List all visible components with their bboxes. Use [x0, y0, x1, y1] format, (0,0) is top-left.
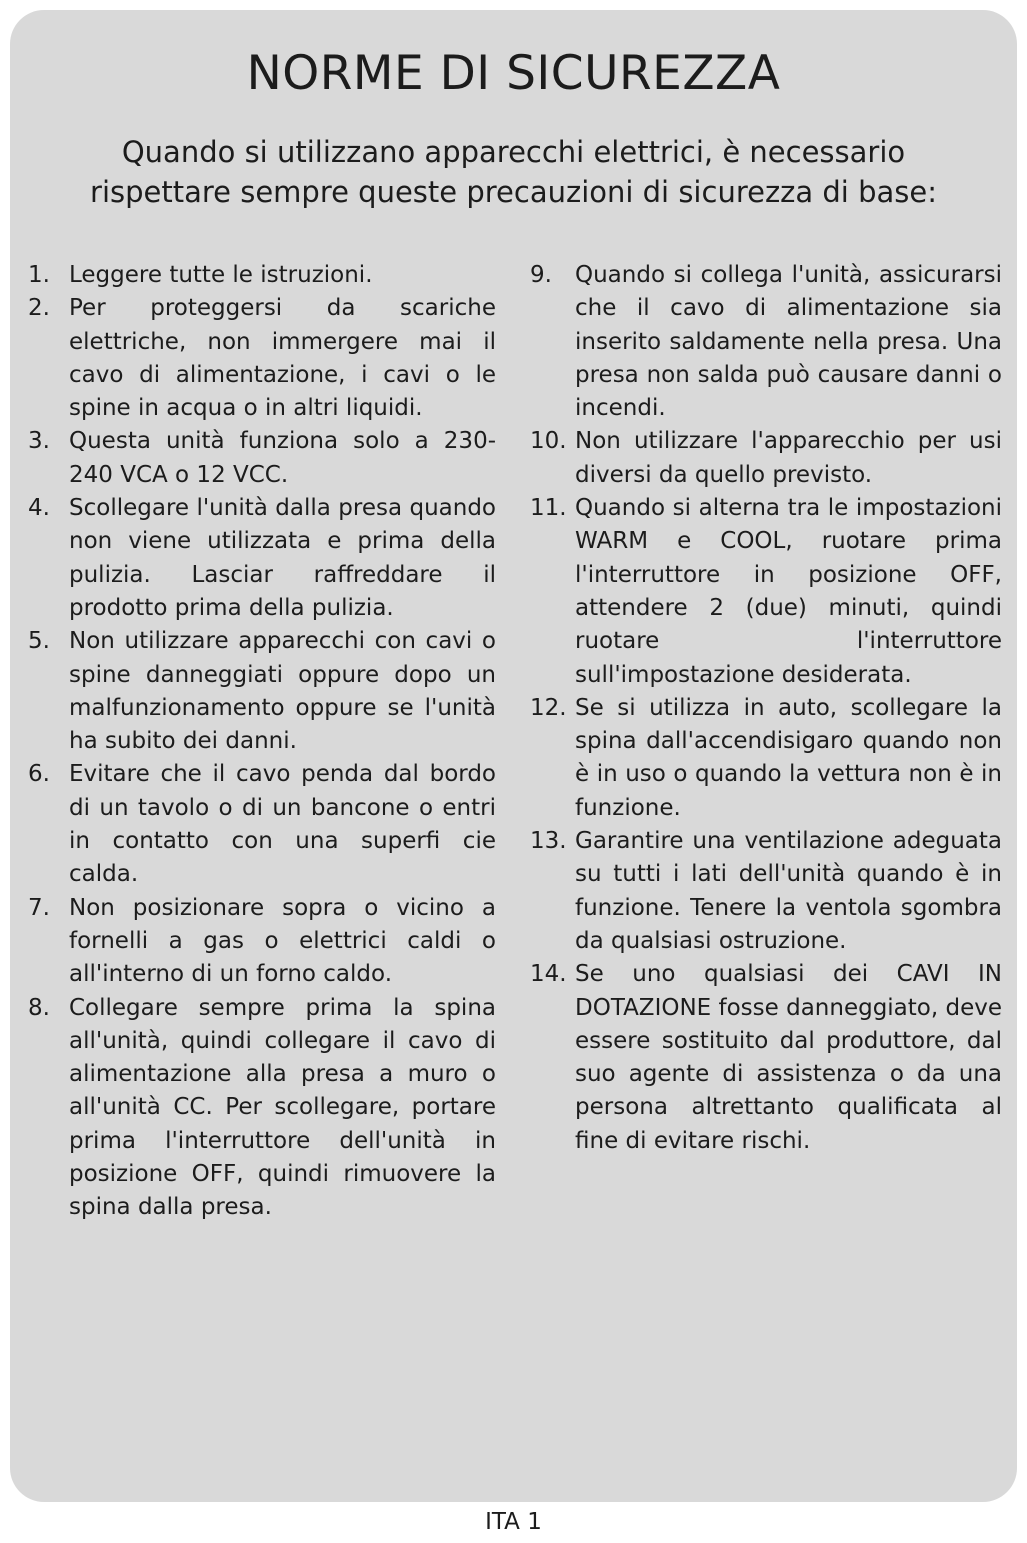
- item-number: 4.: [28, 495, 50, 522]
- item-number: 12.: [530, 694, 567, 721]
- intro-line-1: Quando si utilizzano apparecchi elettrici, è necessario: [121, 135, 906, 169]
- list-item: [28, 892, 496, 992]
- list-item: [28, 425, 496, 492]
- list-item: [28, 492, 496, 625]
- item-number: 9.: [530, 262, 552, 288]
- page-number: ITA 1: [485, 1509, 542, 1535]
- list-item: [530, 492, 1002, 692]
- item-number: 8.: [28, 994, 50, 1021]
- page-title: NORME DI SICUREZZA: [246, 46, 781, 101]
- item-text: Quando si alterna tra le impostazioni WARM e COOL, ruotare prima l'interruttore in posizione OFF, attendere 2 (due) minuti, quindi ruotare l'interruttore sull'impostazione desiderata.: [575, 495, 1002, 688]
- item-text: Per proteggersi da scariche elettriche, non immergere mai il cavo di alimentazione, i cavi o le spine in acqua o in altri liquidi.: [69, 295, 496, 422]
- item-text: Non utilizzare apparecchi con cavi o spine danneggiati oppure dopo un malfunzionamento oppure se l'unità ha subito dei danni.: [69, 628, 496, 755]
- item-number: 5.: [28, 628, 50, 655]
- list-item: [530, 425, 1002, 492]
- list-item: [28, 992, 496, 1225]
- item-number: 10.: [530, 428, 567, 455]
- list-item: [530, 825, 1002, 958]
- item-text: Collegare sempre prima la spina all'unità, quindi collegare il cavo di alimentazione alla presa a muro o all'unità CC. Per scollegare, portare prima l'interruttore dell'unità in posizione OFF, quindi rimuovere la spina dalla presa.: [69, 994, 496, 1221]
- safety-list-left: [28, 259, 496, 1225]
- item-text: Se si utilizza in auto, scollegare la spina dall'accendisigaro quando non è in uso o quando la vettura non è in funzione.: [575, 694, 1002, 821]
- item-number: 11.: [530, 495, 567, 522]
- list-item: [530, 958, 1002, 1158]
- item-text: Questa unità funziona solo a 230-240 VCA o 12 VCC.: [69, 428, 496, 488]
- item-text: Se uno qualsiasi dei CAVI IN DOTAZIONE fosse danneggiato, deve essere sostituito dal produttore, dal suo agente di assistenza o da una persona altrettanto qualificata al fine di evitare rischi.: [575, 961, 1003, 1154]
- list-item: [28, 259, 496, 292]
- list-item: [530, 259, 1002, 425]
- item-number: 3.: [28, 428, 50, 455]
- item-text: Quando si collega l'unità, assicurarsi che il cavo di alimentazione sia inserito saldamente nella presa. Una presa non salda può causare danni o incendi.: [575, 262, 1002, 422]
- list-item: [28, 625, 496, 758]
- item-number: 14.: [530, 961, 567, 988]
- item-number: 1.: [28, 262, 50, 288]
- item-text: Leggere tutte le istruzioni.: [69, 262, 373, 288]
- item-text: Non utilizzare l'apparecchio per usi diversi da quello previsto.: [575, 428, 1002, 488]
- item-number: 13.: [530, 828, 567, 855]
- item-number: 7.: [28, 894, 50, 921]
- item-text: Garantire una ventilazione adeguata su tutti i lati dell'unità quando è in funzione. Tenere la ventola sgombra da qualsiasi ostruzione.: [575, 828, 1002, 954]
- list-item: [530, 692, 1002, 825]
- intro-line-2: rispettare sempre queste precauzioni di sicurezza di base:: [90, 175, 937, 209]
- item-text: Scollegare l'unità dalla presa quando non viene utilizzata e prima della pulizia. Lasciar raffreddare il prodotto prima della pulizia.: [69, 495, 496, 621]
- intro-paragraph: [20, 132, 1007, 212]
- safety-list-right: [530, 259, 1002, 1158]
- item-number: 6.: [28, 761, 50, 788]
- list-item: [28, 292, 496, 425]
- item-text: Evitare che il cavo penda dal bordo di un tavolo o di un bancone o entri in contatto con una superfi cie calda.: [69, 761, 496, 888]
- item-number: 2.: [28, 295, 50, 322]
- item-text: Non posizionare sopra o vicino a fornelli a gas o elettrici caldi o all'interno di un forno caldo.: [69, 894, 496, 988]
- list-item: [28, 758, 496, 891]
